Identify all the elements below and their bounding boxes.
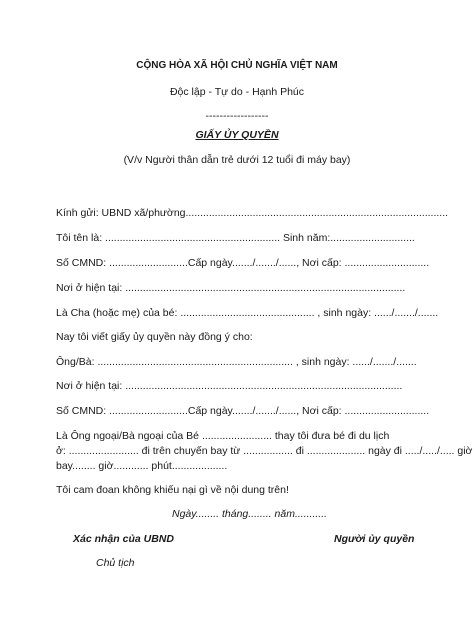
residence-line: Nơi ở hiện tại: ................................................................................................ xyxy=(56,282,406,294)
recipient-line: Kính gửi: UBND xã/phường.......................................................................................... xyxy=(56,207,449,219)
chairman-role: Chủ tịch xyxy=(96,557,135,569)
parent-line: Là Cha (hoặc mẹ) của bé: .............................................. , sinh ngày: ....../......./....... xyxy=(56,307,439,319)
id-card-line: Số CMND: ...........................Cấp ngày......./......./......, Nơi cấp: ............................. xyxy=(56,257,430,269)
grandparent-line: Ông/Bà: ................................................................... , sinh ngày: ....../......./....... xyxy=(56,356,417,368)
grandparent-id-card-line: Số CMND: ...........................Cấp ngày......./......./......, Nơi cấp: ............................. xyxy=(56,405,430,417)
commitment-line: Tôi cam đoan không khiếu nại gì về nội dung trên! xyxy=(56,484,289,496)
name-line: Tôi tên là: ............................................................ Sinh năm:............................. xyxy=(56,232,415,244)
trip-line-3: bay........ giờ............ phút................... xyxy=(56,460,228,472)
grandparent-residence-line: Nơi ở hiện tại: ............................................................................................... xyxy=(56,380,403,392)
document-title: GIẤY ỦY QUYỀN xyxy=(195,129,279,141)
date-line: Ngày........ tháng........ năm........... xyxy=(172,508,328,520)
authorizer-signature-title: Người ủy quyền xyxy=(334,533,415,545)
divider: ------------------ xyxy=(205,110,269,122)
national-title: CỘNG HÒA XÃ HỘI CHỦ NGHĨA VIỆT NAM xyxy=(136,60,338,71)
motto: Độc lập - Tự do - Hạnh Phúc xyxy=(169,86,305,98)
ubnd-signature-title: Xác nhận của UBND xyxy=(73,533,174,545)
consent-line: Nay tôi viết giấy ủy quyền này đồng ý cho: xyxy=(56,331,253,343)
document-subject: (V/v Người thân dẫn trẻ dưới 12 tuổi đi máy bay) xyxy=(123,154,351,166)
trip-line-1: Là Ông ngoại/Bà ngoại của Bé ........................ thay tôi đưa bé đi du lịch xyxy=(56,430,390,442)
trip-line-2: ở: ........................ đi trên chuyến bay từ ................. đi .................... ngày đi ...../...../..... giờ xyxy=(56,445,473,457)
